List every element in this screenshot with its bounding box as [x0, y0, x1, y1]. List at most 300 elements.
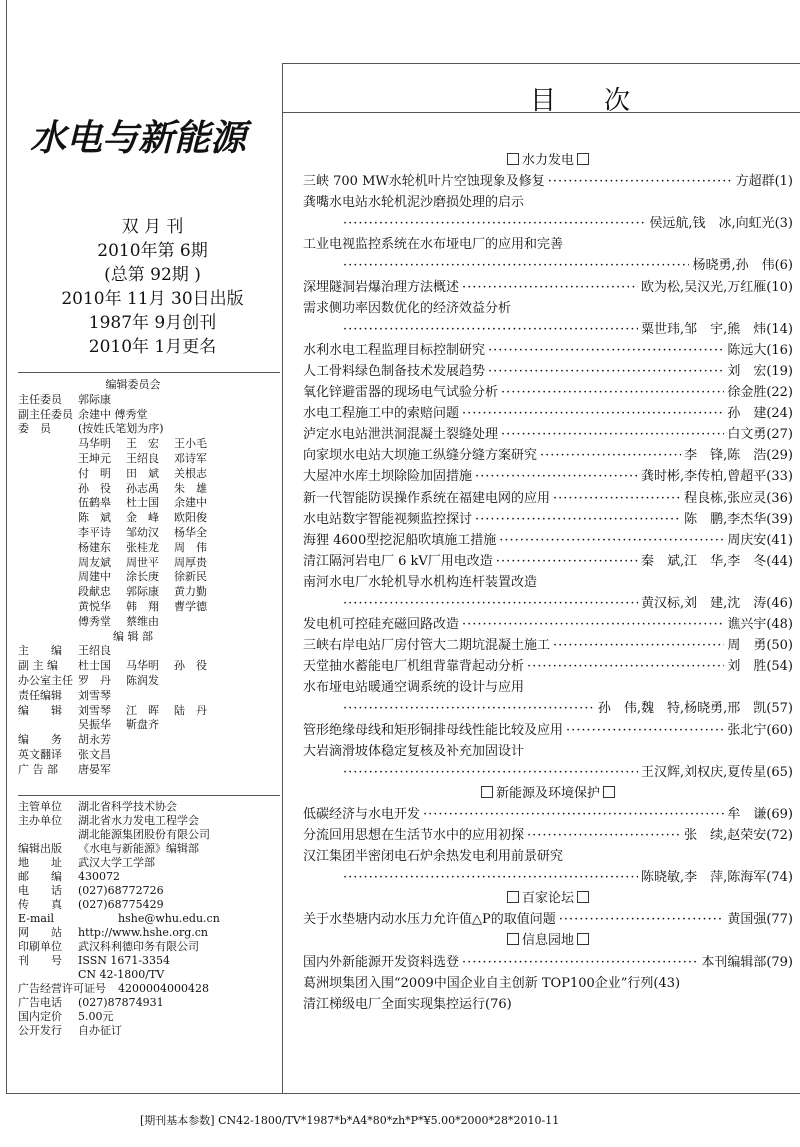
leader-dots [527, 825, 681, 846]
member-names [78, 511, 222, 526]
article-title: 泸定水电站泄洪洞混凝土裂缝处理 [303, 427, 499, 443]
member-row [18, 437, 278, 452]
toc-title: 目 次 [530, 86, 631, 116]
article-title: 汉江集团半密闭电石炉余热发电利用前景研究 [303, 849, 564, 865]
info-value: (027)68772726 [78, 884, 164, 897]
toc-entry[interactable] [303, 424, 793, 445]
toc-entry[interactable] [303, 530, 793, 551]
toc-entry[interactable] [303, 192, 793, 213]
info-label: 广告电话 [18, 996, 62, 1009]
staff-row [18, 674, 278, 689]
publish-date: 2010年 11月 30日出版 [61, 289, 244, 309]
box-icon [507, 891, 519, 903]
info-label: 主办单位 [18, 814, 62, 827]
article-authors-page: 张北宁(60) [727, 722, 793, 738]
section-title: 百家论坛 [521, 891, 574, 907]
info-value: 湖北省水力发电工程学会 [78, 814, 199, 827]
info-row [18, 884, 280, 898]
leader-dots [343, 867, 638, 888]
article-authors-page: 秦 斌,江 华,李 冬(44) [641, 553, 793, 569]
leader-dots [540, 445, 681, 466]
toc-entry[interactable] [303, 255, 793, 276]
article-authors-page: 陈晓敏,李 萍,陈海军(74) [641, 870, 793, 886]
article-authors-page: 粟世玮,邹 宇,熊 炜(14) [641, 321, 793, 337]
member-name: 周世平 [126, 555, 159, 569]
article-authors-page: 周庆安(41) [727, 532, 793, 548]
toc-entry[interactable] [303, 382, 793, 403]
leader-dots [343, 698, 595, 719]
staff-row [18, 689, 278, 704]
staff-names [78, 689, 126, 704]
info-value: 武汉大学工学部 [78, 856, 155, 869]
article-authors-page: 程良栋,张应灵(36) [684, 490, 793, 506]
leader-dots [488, 340, 724, 361]
article-title: 关于水垫塘内动水压力允许值△P的取值问题 [303, 912, 556, 928]
staff-role: 编 辑 [18, 703, 62, 717]
leader-dots [462, 403, 724, 424]
info-row [18, 1010, 280, 1024]
member-row [18, 496, 278, 511]
article-authors-page: 孙 伟,魏 特,杨晓勇,邢 凯(57) [597, 701, 793, 717]
member-names [78, 452, 222, 467]
leader-dots [462, 277, 638, 298]
info-label: E-mail [18, 912, 54, 925]
toc-entry[interactable] [303, 551, 793, 572]
calligraphy-logo-icon [30, 112, 260, 162]
info-value: 武汉科利德印务有限公司 [78, 940, 199, 953]
staff-names [78, 733, 126, 748]
leader-dots [343, 593, 638, 614]
toc-entry[interactable] [303, 298, 793, 319]
info-row [18, 856, 280, 870]
frequency: 双 月 刊 [121, 217, 184, 237]
article-title: 大屋冲水库土坝除险加固措施 [303, 469, 473, 485]
article-title: 氧化锌避雷器的现场电气试验分析 [303, 385, 499, 401]
box-icon [577, 933, 589, 945]
article-title: 三峡 700 MW水轮机叶片空蚀现象及修复 [303, 174, 545, 190]
article-authors-page: 白文勇(27) [727, 427, 793, 443]
toc-entry[interactable] [303, 909, 793, 930]
member-name: 杨华全 [174, 525, 207, 539]
staff-names [78, 674, 174, 689]
info-value: 4200004000428 [118, 982, 209, 995]
article-authors-page: 欧为松,吴汉光,万红雁(10) [641, 279, 793, 295]
member-name: 余建中 [174, 496, 207, 510]
article-authors-page: 周 勇(50) [727, 638, 793, 654]
member-name: 涂长庚 [126, 570, 159, 584]
info-value: 《水电与新能源》编辑部 [78, 842, 199, 855]
staff-names [78, 763, 126, 778]
staff-role: 广 告 部 [18, 762, 58, 776]
member-names [78, 600, 222, 615]
member-name: 黄悦华 [78, 599, 111, 613]
staff-role: 主 编 [18, 644, 62, 658]
journal-parameters: [期刊基本参数] CN42-1800/TV*1987*b*A4*80*zh*P*¥5.00*2000*28*2010-11 [140, 1114, 560, 1127]
publication-info [18, 800, 280, 1038]
staff-role: 办公室主任 [18, 673, 73, 687]
leader-dots [343, 762, 638, 783]
staff-name: 罗 丹 [78, 673, 111, 687]
leader-dots [343, 213, 646, 234]
box-icon [481, 786, 493, 798]
article-authors-page: 张 续,赵荣安(72) [684, 828, 793, 843]
box-icon [577, 153, 589, 165]
member-row [18, 615, 278, 630]
staff-name: 唐晏军 [78, 762, 111, 776]
member-name: 郭际康 [126, 585, 159, 599]
total-issue: (总第 92期 ) [104, 265, 201, 285]
article-authors-page: 徐金胜(22) [727, 385, 793, 401]
staff-name: 陈润发 [126, 673, 159, 687]
article-authors-page: 龚时彬,李传柏,曾超平(33) [641, 469, 793, 485]
box-icon [577, 891, 589, 903]
leader-dots [343, 255, 689, 276]
toc-entry[interactable] [303, 234, 793, 255]
divider [18, 795, 280, 796]
leader-dots [462, 952, 698, 973]
member-name: 孙 役 [78, 481, 111, 495]
article-title: 清江梯级电厂全面实现集控运行(76) [303, 996, 512, 1012]
info-row [18, 870, 280, 884]
member-name: 王坤元 [78, 451, 111, 465]
toc-entry[interactable] [303, 720, 793, 741]
member-names [78, 556, 222, 571]
member-row [18, 600, 278, 615]
member-name: 周 伟 [174, 540, 207, 554]
member-name: 王绍良 [126, 451, 159, 465]
staff-name: 吴振华 [78, 718, 111, 732]
box-icon [603, 786, 615, 798]
info-value: 湖北能源集团股份有限公司 [78, 828, 210, 841]
staff-role [18, 718, 78, 733]
member-name: 周建中 [78, 570, 111, 584]
leader-dots [553, 488, 681, 509]
info-label: 主管单位 [18, 800, 62, 813]
toc-entry[interactable] [303, 614, 793, 635]
staff-names [78, 644, 126, 659]
leader-dots [566, 720, 724, 741]
member-name: 陈 斌 [78, 511, 111, 525]
section-heading [303, 888, 793, 909]
article-title: 南河水电厂水轮机导水机构连杆装置改造 [303, 574, 538, 590]
info-label: 印刷单位 [18, 940, 62, 953]
article-title: 分流回用思想在生活节水中的应用初探 [303, 828, 525, 843]
article-authors-page: 方超群(1) [735, 174, 793, 190]
staff-row [18, 748, 278, 763]
staff-name: 江 晖 [126, 703, 159, 717]
toc-entry[interactable] [303, 340, 793, 361]
staff-name: 胡永芳 [78, 733, 111, 747]
member-name: 周厚贵 [174, 555, 207, 569]
info-label: 刊 号 [18, 954, 62, 967]
leader-dots [423, 804, 724, 825]
member-name: 金 峰 [126, 511, 159, 525]
member-name: 伍鹤皋 [78, 496, 111, 510]
article-title: 葛洲坝集团入围“2009中国企业自主创新 TOP100企业”行列(43) [303, 975, 681, 991]
info-value: (027)68775429 [78, 898, 164, 911]
member-row [18, 556, 278, 571]
info-label: 邮 编 [18, 870, 62, 883]
toc-entry[interactable] [303, 994, 793, 1015]
toc-entry[interactable] [303, 361, 793, 382]
toc-entry[interactable] [303, 593, 793, 614]
toc-entry[interactable] [303, 698, 793, 719]
info-row [18, 842, 280, 856]
article-title: 人工骨料绿色制备技术发展趋势 [303, 363, 486, 379]
member-row [18, 585, 278, 600]
staff-name: 杜士国 [78, 659, 111, 673]
toc-entry[interactable] [303, 635, 793, 656]
section-heading [303, 150, 793, 171]
info-label [18, 968, 78, 982]
leader-dots [501, 382, 724, 403]
toc-entry[interactable] [303, 804, 793, 825]
info-row [18, 926, 280, 940]
staff-names [78, 704, 222, 719]
leader-dots [488, 361, 724, 382]
committee-title: 编辑委员会 [105, 378, 161, 391]
section-title: 水力发电 [521, 153, 574, 168]
member-names [78, 496, 222, 511]
member-row [18, 482, 278, 497]
member-name: 段献忠 [78, 585, 111, 599]
staff-name: 张文昌 [78, 747, 111, 761]
info-label: 广告经营许可证号 [18, 982, 106, 995]
member-row [18, 541, 278, 556]
info-row [18, 982, 280, 996]
leader-dots [553, 635, 724, 656]
info-value: http://www.hshe.org.cn [78, 926, 209, 939]
member-name: 朱 雄 [174, 481, 207, 495]
toc-entry[interactable] [303, 825, 793, 846]
staff-row [18, 644, 278, 659]
logo-text: 水电与新能源 [30, 117, 247, 159]
member-name: 傅秀堂 [78, 614, 111, 628]
leader-dots [475, 509, 681, 530]
leader-dots [475, 466, 638, 487]
member-names [78, 467, 222, 482]
leader-dots [462, 614, 724, 635]
member-name: 邹幼汉 [126, 525, 159, 539]
staff-names [78, 748, 126, 763]
member-name: 周友斌 [78, 555, 111, 569]
toc-entry[interactable] [303, 762, 793, 783]
info-value: 湖北省科学技术协会 [78, 800, 177, 813]
staff-name: 王绍良 [78, 644, 111, 658]
article-authors-page: 陈 鹏,李杰华(39) [684, 511, 793, 527]
info-row [18, 814, 280, 828]
journal-logo [30, 112, 260, 162]
section-title: 信息园地 [521, 933, 574, 949]
member-row [18, 570, 278, 585]
member-row [18, 511, 278, 526]
toc-entry[interactable] [303, 213, 793, 234]
box-icon [507, 933, 519, 945]
renamed-date: 2010年 1月更名 [88, 337, 217, 357]
leader-dots [559, 909, 725, 930]
column-divider [282, 63, 283, 1093]
info-value: CN 42-1800/TV [78, 968, 165, 981]
editorial-staff [18, 644, 278, 777]
info-label: 电 话 [18, 884, 62, 897]
staff-name: 孙 役 [174, 659, 207, 673]
toc-entry[interactable] [303, 403, 793, 424]
info-value: (027)87874931 [78, 996, 164, 1009]
staff-name: 刘雪琴 [78, 703, 111, 717]
toc-entry[interactable] [303, 656, 793, 677]
article-authors-page: 杨晓勇,孙 伟(6) [692, 258, 793, 274]
staff-role: 英文翻译 [18, 747, 62, 761]
staff-name: 马华明 [126, 659, 159, 673]
staff-role: 责任编辑 [18, 688, 62, 702]
toc-entry[interactable] [303, 973, 793, 994]
issue-number: 2010年第 6期 [97, 241, 208, 261]
toc-entry[interactable] [303, 171, 793, 192]
article-authors-page: 侯远航,钱 冰,向虹光(3) [649, 216, 793, 232]
article-title: 大岩滴滑坡体稳定复核及补充加固设计 [303, 743, 525, 759]
info-row [18, 954, 280, 968]
editorial-title: 编 辑 部 [113, 629, 153, 643]
member-names [78, 570, 222, 585]
staff-row [18, 763, 278, 778]
toc-entry[interactable] [303, 509, 793, 530]
article-authors-page: 李 锋,陈 浩(29) [684, 448, 793, 464]
toc-entry[interactable] [303, 741, 793, 762]
leader-dots [527, 656, 724, 677]
info-row [18, 828, 280, 842]
member-name: 黄力勤 [174, 585, 207, 599]
staff-names [78, 718, 174, 733]
info-row [18, 898, 280, 912]
info-value: ISSN 1671-3354 [78, 954, 171, 967]
top-frame-line [282, 63, 800, 64]
founded-date: 1987年 9月创刊 [88, 313, 217, 333]
staff-row [18, 733, 278, 748]
left-frame-line [6, 0, 7, 1093]
staff-name: 靳盘齐 [126, 718, 159, 732]
toc-entry[interactable] [303, 677, 793, 698]
info-row [18, 1024, 280, 1038]
member-name: 欧阳俊 [174, 511, 207, 525]
staff-row [18, 704, 278, 719]
section-title: 新能源及环境保护 [495, 785, 600, 801]
member-name: 韩 翔 [126, 599, 159, 613]
article-authors-page: 黄国强(77) [727, 912, 793, 928]
toc-entry[interactable] [303, 466, 793, 487]
info-row [18, 940, 280, 954]
member-name: 付 明 [78, 466, 111, 480]
article-title: 深埋隧洞岩爆治理方法概述 [303, 279, 460, 295]
section-heading [303, 783, 793, 804]
article-title: 水电工程施工中的索赔问题 [303, 406, 460, 422]
member-row [18, 526, 278, 541]
staff-name: 刘雪琴 [78, 688, 111, 702]
member-name: 蔡维由 [126, 614, 159, 628]
article-title: 水布垭电站暖通空调系统的设计与应用 [303, 680, 525, 696]
article-title: 水利水电工程监理目标控制研究 [303, 342, 486, 358]
member-name: 田 斌 [126, 466, 159, 480]
toc-entry[interactable] [303, 445, 793, 466]
info-label: 编辑出版 [18, 842, 62, 855]
box-icon [507, 153, 519, 165]
member-name: 杜士国 [126, 496, 159, 510]
member-names [78, 585, 222, 600]
staff-row [18, 718, 278, 733]
article-title: 海狸 4600型挖泥船吹填施工措施 [303, 532, 497, 548]
member-names [78, 541, 222, 556]
article-title: 清江隔河岩电厂 6 kV厂用电改造 [303, 553, 493, 569]
leader-dots [501, 424, 724, 445]
article-authors-page: 刘 胜(54) [727, 659, 793, 675]
info-label: 地 址 [18, 856, 62, 869]
masthead [30, 215, 275, 359]
article-title: 国内外新能源开发资料选登 [303, 954, 460, 970]
toc-entry[interactable] [303, 867, 793, 888]
info-row [18, 968, 280, 982]
toc-entry[interactable] [303, 846, 793, 867]
article-title: 三峡右岸电站厂房付管大二期坑混凝土施工 [303, 638, 551, 654]
member-name: 马华明 [78, 437, 111, 451]
article-authors-page: 本刊编辑部(79) [701, 954, 793, 970]
article-title: 天堂抽水蓄能电厂机组背靠背起动分析 [303, 659, 525, 675]
member-name: 徐新民 [174, 570, 207, 584]
toc-entry[interactable] [303, 277, 793, 298]
article-authors-page: 刘 宏(19) [727, 363, 793, 379]
article-title: 新一代智能防误操作系统在福建电网的应用 [303, 490, 551, 506]
toc-entry[interactable] [303, 572, 793, 593]
editorial-committee: 编辑委员会 主任委员 郭际康 副主任委员 余建中 傅秀堂 委 员 (按姓氏笔划为序) 马华明 王 宏 王小毛 王坤元 王绍良 邓诗军 付 明 田 斌 关根志 孙 役 孙志禹 朱 雄 伍鹤皋 杜士国 余建中 陈 斌 金 峰 欧阳俊 李平诗 邹幼汉 杨华全 杨建东 张桂龙 周 伟 周友斌 周世平 周厚贵 周建中 涂长庚 徐新民 段献忠 郭际康 黄力勤 黄悦华 韩 翔 曹学德 傅秀堂 蔡维由 编 辑 部 主 编 王绍良 副 主 编 杜士国 马华明 孙 役 办公室主任 罗 丹 陈润发 责任编辑 刘雪琴 编 辑 刘雪琴 江 晖 陆 丹 吴振华 靳盘齐 编 务 胡永芳 英文翻译 张文昌 广 告 部 唐晏军 [18, 378, 278, 778]
leader-dots [343, 319, 638, 340]
info-value: 5.00元 [78, 1010, 114, 1023]
article-title: 向家坝水电站大坝施工纵缝分缝方案研究 [303, 448, 538, 464]
article-authors-page: 孙 建(24) [727, 406, 793, 422]
member-name: 张桂龙 [126, 540, 159, 554]
member-name: 邓诗军 [174, 451, 207, 465]
member-name: 李平诗 [78, 525, 111, 539]
committee-members [18, 437, 278, 629]
info-label: 公开发行 [18, 1024, 62, 1037]
toc-entry[interactable] [303, 319, 793, 340]
article-title: 需求侧功率因数优化的经济效益分析 [303, 300, 512, 316]
article-title: 龚嘴水电站水轮机泥沙磨损处理的启示 [303, 195, 525, 211]
member-names [78, 437, 222, 452]
article-authors-page: 王汉辉,刘权庆,夏传星(65) [641, 764, 793, 780]
info-row [18, 912, 280, 926]
member-name: 曹学德 [174, 599, 207, 613]
toc-entry[interactable] [303, 488, 793, 509]
article-authors-page: 黄汉标,刘 建,沈 涛(46) [641, 595, 793, 611]
staff-role: 编 务 [18, 733, 62, 747]
article-authors-page: 陈远大(16) [727, 342, 793, 358]
member-name: 关根志 [174, 466, 207, 480]
article-authors-page: 谯兴宇(48) [727, 617, 793, 633]
staff-role: 副 主 编 [18, 659, 58, 673]
info-label: 网 站 [18, 926, 62, 939]
article-title: 发电机可控硅充磁回路改造 [303, 617, 460, 633]
bottom-frame-line [6, 1093, 800, 1094]
section-heading [303, 930, 793, 951]
member-names [78, 526, 222, 541]
leader-dots [548, 171, 733, 192]
member-name: 王 宏 [126, 437, 159, 451]
toc-entry[interactable] [303, 952, 793, 973]
staff-names [78, 659, 222, 674]
article-title: 低碳经济与水电开发 [303, 806, 421, 822]
member-names [78, 482, 222, 497]
info-label [18, 828, 78, 842]
member-row [18, 452, 278, 467]
leader-dots [496, 551, 638, 572]
